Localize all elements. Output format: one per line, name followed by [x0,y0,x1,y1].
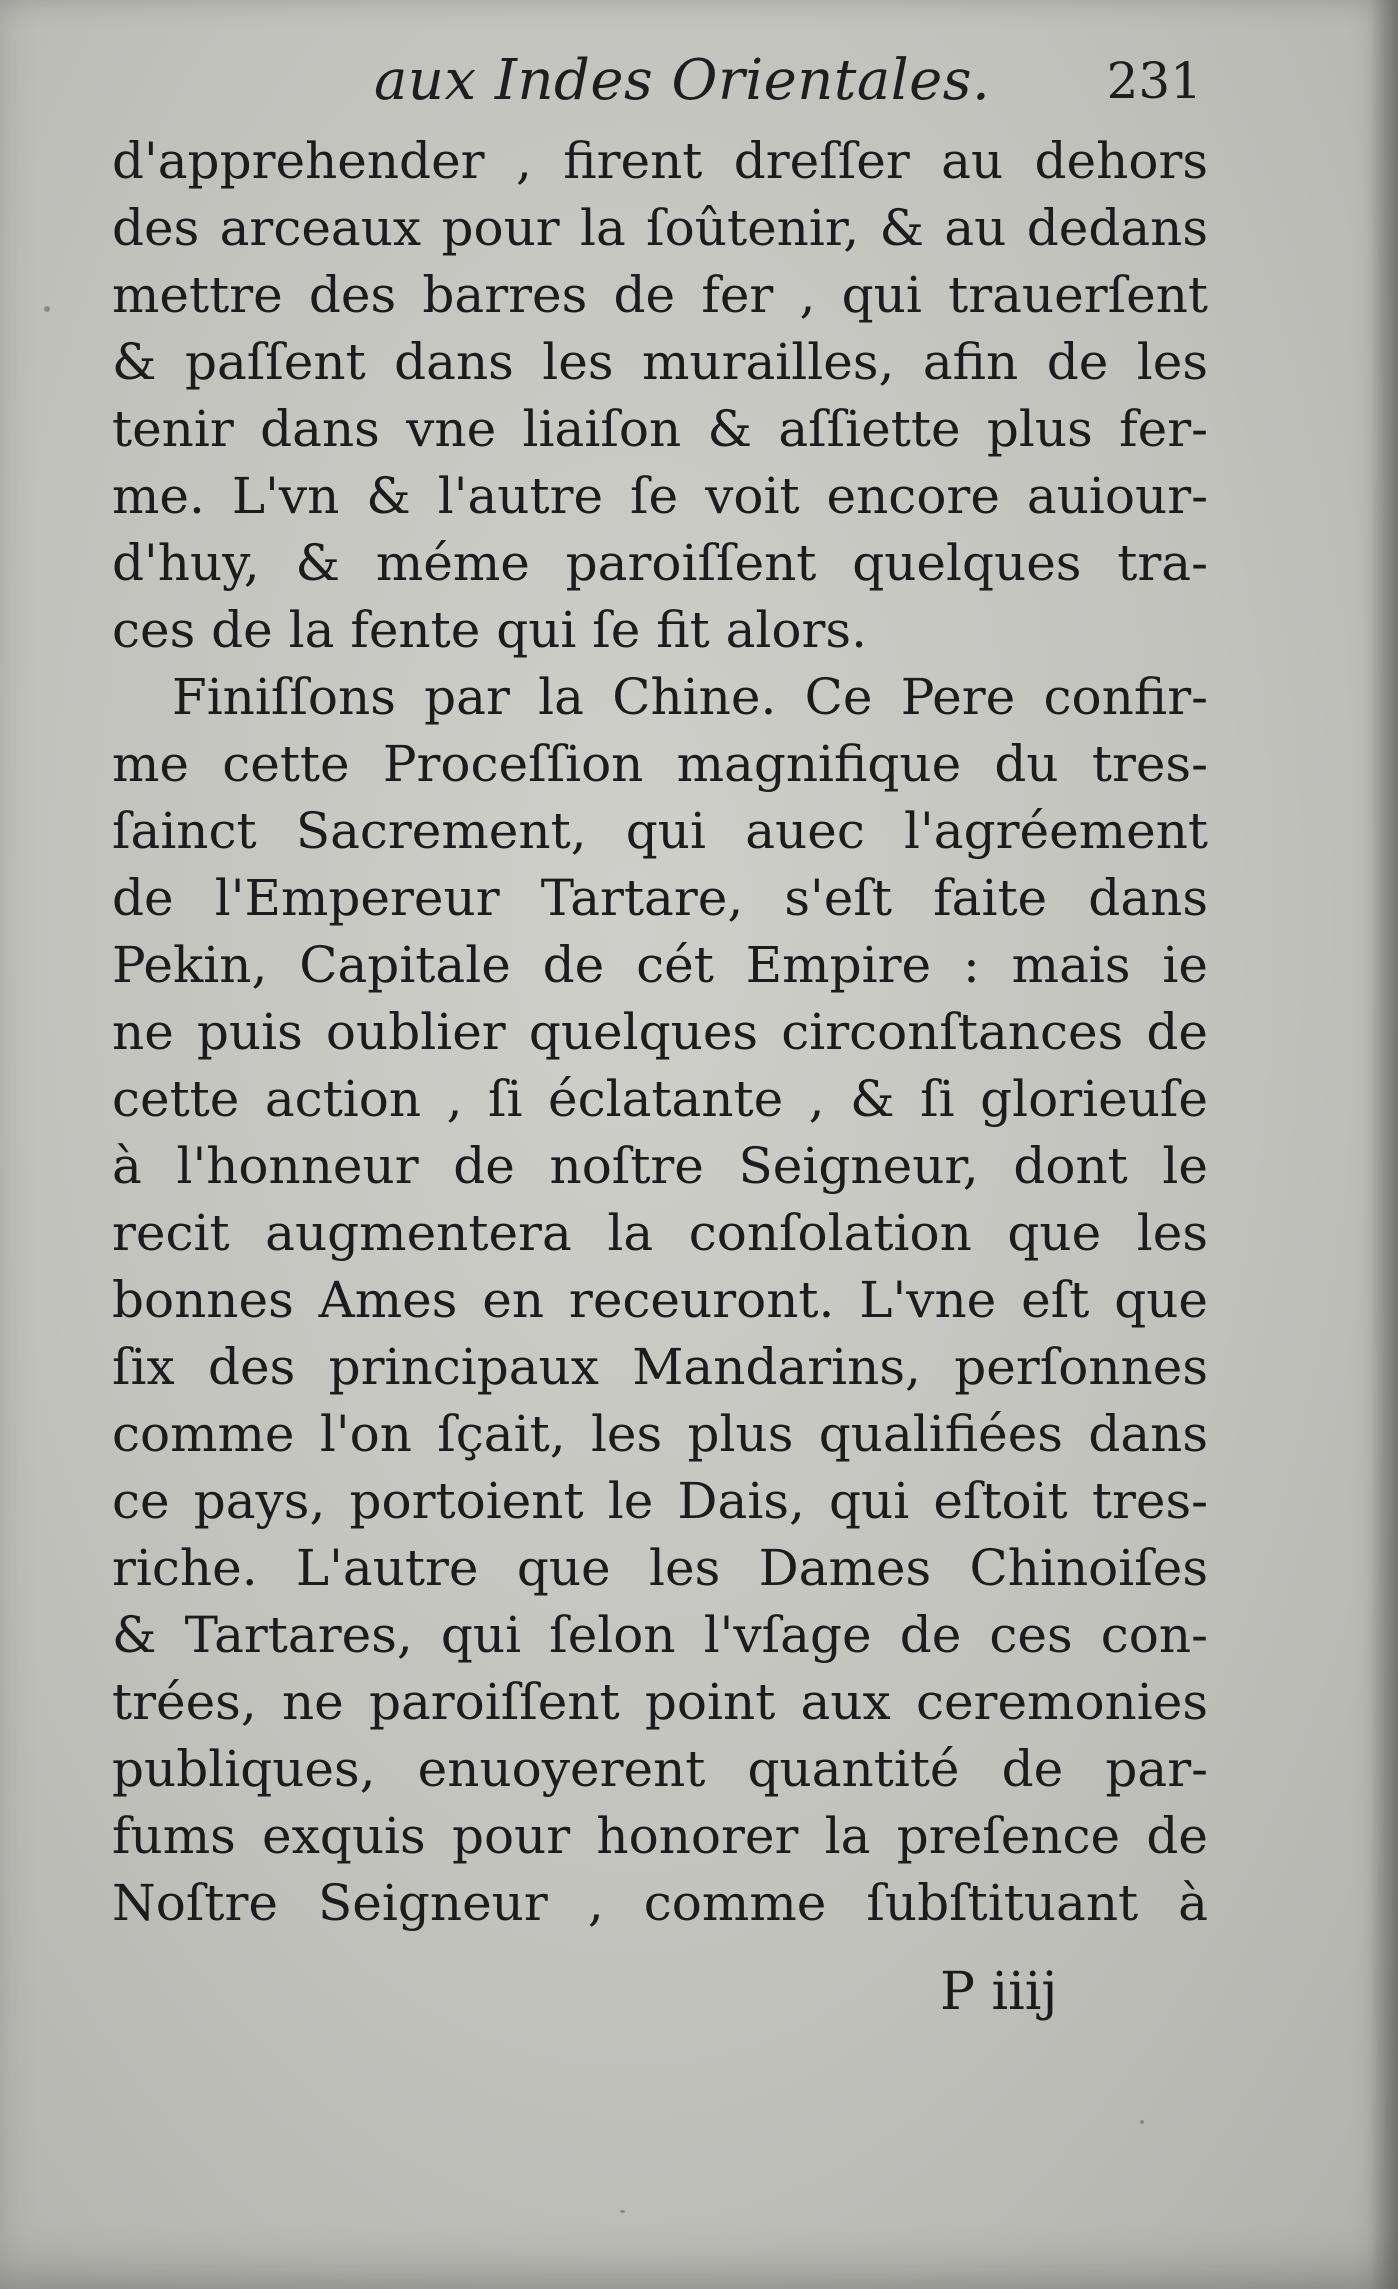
body-text [112,128,1208,1937]
text-line: publiques, enuoyerent quantité de par- [112,1740,1208,1798]
text-line: ſainct Sacrement, qui auec l'agréement [112,802,1208,860]
text-line: me cette Proceſſion magnifique du tres- [112,735,1208,793]
text-line: ce pays, portoient le Dais, qui eſtoit tres- [112,1472,1208,1530]
page-edge-shadow [1370,0,1398,2289]
text-line: & Tartares, qui ſelon l'vſage de ces con- [112,1606,1208,1664]
text-line: ne puis oublier quelques circonſtances de [112,1003,1208,1061]
text-line: riche. L'autre que les Dames Chinoiſes [112,1539,1208,1597]
paper-speck [620,2210,625,2213]
text-line: des arceaux pour la ſoûtenir, & au dedans [112,199,1208,257]
text-line: d'apprehender , firent dreſſer au dehors [112,132,1208,190]
running-title: aux Indes Orientales. [374,48,991,113]
text-line: de l'Empereur Tartare, s'eſt faite dans [112,869,1208,927]
text-line: tenir dans vne liaiſon & aſſiette plus fer- [112,400,1208,458]
text-line: trées, ne paroiſſent point aux ceremonies [112,1673,1208,1731]
paragraph-1 [112,128,1208,664]
text-line: à l'honneur de noſtre Seigneur, dont le [112,1137,1208,1195]
text-line: cette action , ſi éclatante , & ſi glorieuſe [112,1070,1208,1128]
text-line: me. L'vn & l'autre ſe voit encore auiour- [112,467,1208,525]
text-line: & paſſent dans les murailles, afin de les [112,333,1208,391]
text-line: bonnes Ames en receuront. L'vne eſt que [112,1271,1208,1329]
page-number: 231 [1106,52,1202,110]
text-line: d'huy, & méme paroiſſent quelques tra- [112,534,1208,592]
paper-speck [1140,2120,1144,2124]
text-line: Pekin, Capitale de cét Empire : mais ie [112,936,1208,994]
paper-speck [44,306,50,312]
text-line: Finiſſons par la Chine. Ce Pere confir- [172,668,1208,726]
text-line: recit augmentera la conſolation que les [112,1204,1208,1262]
text-line: Noſtre Seigneur , comme ſubſtituant à [112,1874,1208,1932]
signature-mark: P iiij [940,1962,1058,2022]
paragraph-2 [112,664,1208,1937]
page-header [112,48,1202,128]
text-line: ſix des principaux Mandarins, perſonnes [112,1338,1208,1396]
text-line: mettre des barres de fer , qui trauerſent [112,266,1208,324]
text-line: comme l'on ſçait, les plus qualifiées dans [112,1405,1208,1463]
text-line: fums exquis pour honorer la preſence de [112,1807,1208,1865]
text-line: ces de la fente qui ſe fit alors. [112,601,867,659]
